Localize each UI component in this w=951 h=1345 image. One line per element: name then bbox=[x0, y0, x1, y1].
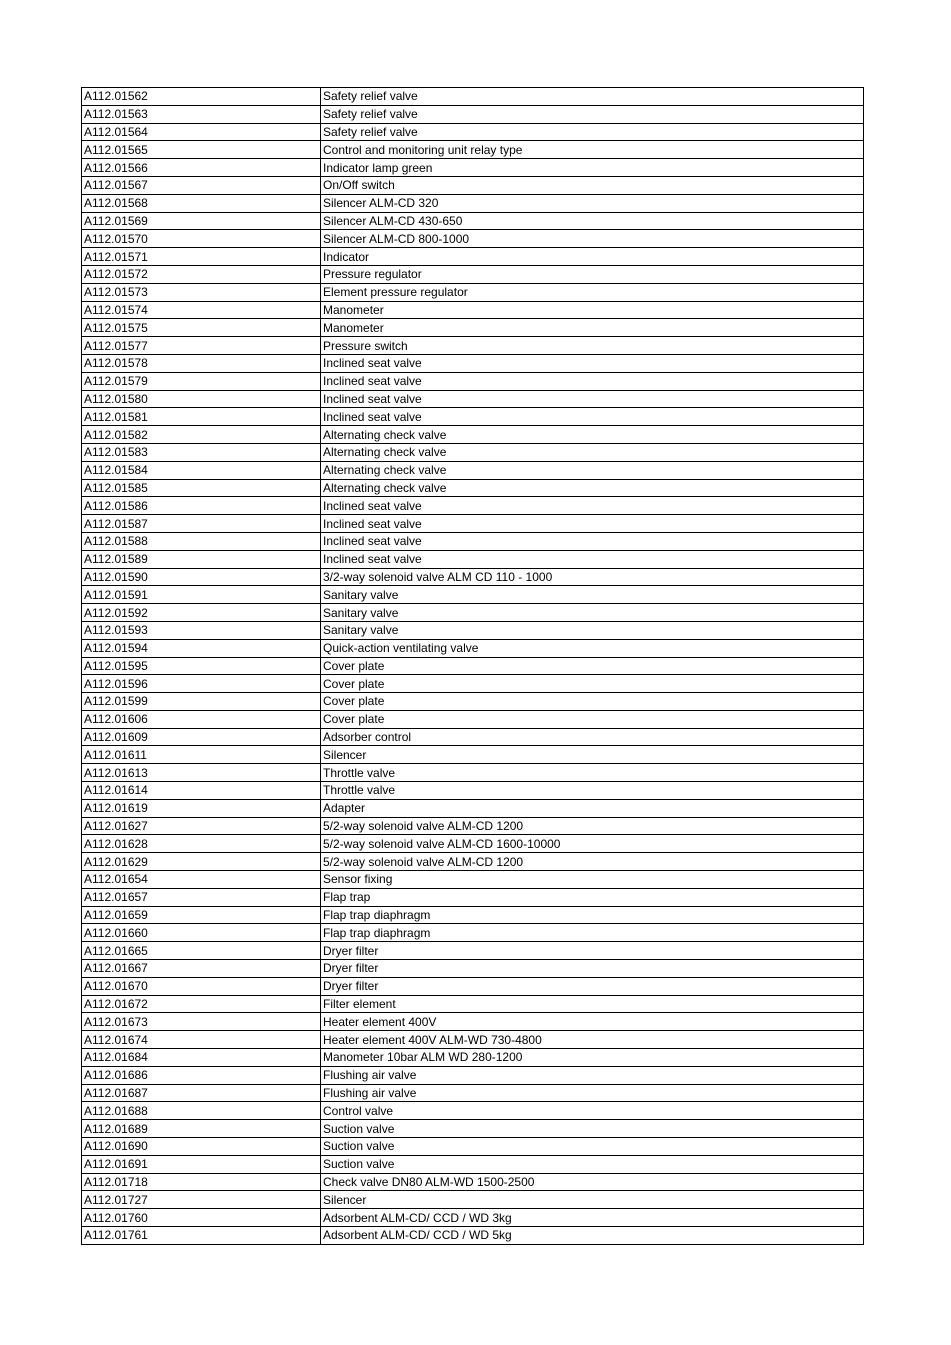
part-code-cell: A112.01570 bbox=[82, 230, 321, 248]
part-code-cell: A112.01599 bbox=[82, 693, 321, 711]
part-code-cell: A112.01690 bbox=[82, 1138, 321, 1156]
part-code-cell: A112.01592 bbox=[82, 604, 321, 622]
parts-table-body bbox=[82, 88, 864, 1245]
table-row bbox=[82, 354, 864, 372]
table-row bbox=[82, 123, 864, 141]
part-code-cell: A112.01670 bbox=[82, 977, 321, 995]
table-row bbox=[82, 675, 864, 693]
table-row bbox=[82, 550, 864, 568]
part-description-cell: Indicator lamp green bbox=[321, 159, 864, 177]
table-row bbox=[82, 1173, 864, 1191]
table-row bbox=[82, 782, 864, 800]
table-row bbox=[82, 408, 864, 426]
table-row bbox=[82, 141, 864, 159]
part-description-cell: Quick-action ventilating valve bbox=[321, 639, 864, 657]
part-code-cell: A112.01563 bbox=[82, 105, 321, 123]
part-description-cell: Inclined seat valve bbox=[321, 497, 864, 515]
part-description-cell: Sensor fixing bbox=[321, 871, 864, 889]
table-row bbox=[82, 105, 864, 123]
part-code-cell: A112.01591 bbox=[82, 586, 321, 604]
table-row bbox=[82, 693, 864, 711]
part-code-cell: A112.01590 bbox=[82, 568, 321, 586]
part-code-cell: A112.01596 bbox=[82, 675, 321, 693]
part-description-cell: Silencer bbox=[321, 746, 864, 764]
table-row bbox=[82, 426, 864, 444]
table-row bbox=[82, 1191, 864, 1209]
part-description-cell: Cover plate bbox=[321, 710, 864, 728]
table-row bbox=[82, 817, 864, 835]
table-row bbox=[82, 657, 864, 675]
part-code-cell: A112.01580 bbox=[82, 390, 321, 408]
table-row bbox=[82, 942, 864, 960]
table-row bbox=[82, 1227, 864, 1245]
table-row bbox=[82, 230, 864, 248]
table-row bbox=[82, 764, 864, 782]
table-row bbox=[82, 1102, 864, 1120]
part-description-cell: Sanitary valve bbox=[321, 604, 864, 622]
table-row bbox=[82, 960, 864, 978]
table-row bbox=[82, 924, 864, 942]
part-code-cell: A112.01584 bbox=[82, 461, 321, 479]
part-description-cell: Inclined seat valve bbox=[321, 354, 864, 372]
part-description-cell: Alternating check valve bbox=[321, 443, 864, 461]
part-description-cell: Manometer bbox=[321, 319, 864, 337]
part-code-cell: A112.01589 bbox=[82, 550, 321, 568]
part-code-cell: A112.01588 bbox=[82, 532, 321, 550]
part-code-cell: A112.01578 bbox=[82, 354, 321, 372]
table-row bbox=[82, 906, 864, 924]
part-code-cell: A112.01657 bbox=[82, 888, 321, 906]
part-description-cell: 5/2-way solenoid valve ALM-CD 1600-10000 bbox=[321, 835, 864, 853]
part-description-cell: Throttle valve bbox=[321, 782, 864, 800]
table-row bbox=[82, 176, 864, 194]
part-code-cell: A112.01581 bbox=[82, 408, 321, 426]
part-code-cell: A112.01627 bbox=[82, 817, 321, 835]
table-row bbox=[82, 853, 864, 871]
part-code-cell: A112.01587 bbox=[82, 515, 321, 533]
part-description-cell: Sanitary valve bbox=[321, 621, 864, 639]
part-code-cell: A112.01565 bbox=[82, 141, 321, 159]
table-row bbox=[82, 639, 864, 657]
part-code-cell: A112.01568 bbox=[82, 194, 321, 212]
part-code-cell: A112.01673 bbox=[82, 1013, 321, 1031]
part-description-cell: Dryer filter bbox=[321, 960, 864, 978]
part-code-cell: A112.01573 bbox=[82, 283, 321, 301]
part-description-cell: Alternating check valve bbox=[321, 426, 864, 444]
part-description-cell: Adapter bbox=[321, 799, 864, 817]
table-row bbox=[82, 337, 864, 355]
parts-table bbox=[81, 87, 864, 1245]
part-description-cell: Inclined seat valve bbox=[321, 390, 864, 408]
part-description-cell: Adsorbent ALM-CD/ CCD / WD 3kg bbox=[321, 1209, 864, 1227]
table-row bbox=[82, 1120, 864, 1138]
part-description-cell: Silencer ALM-CD 320 bbox=[321, 194, 864, 212]
table-row bbox=[82, 159, 864, 177]
part-description-cell: Flap trap diaphragm bbox=[321, 924, 864, 942]
table-row bbox=[82, 532, 864, 550]
table-row bbox=[82, 621, 864, 639]
part-code-cell: A112.01569 bbox=[82, 212, 321, 230]
part-code-cell: A112.01574 bbox=[82, 301, 321, 319]
part-description-cell: Inclined seat valve bbox=[321, 550, 864, 568]
table-row bbox=[82, 1049, 864, 1067]
part-description-cell: Suction valve bbox=[321, 1155, 864, 1173]
part-description-cell: 5/2-way solenoid valve ALM-CD 1200 bbox=[321, 853, 864, 871]
part-code-cell: A112.01688 bbox=[82, 1102, 321, 1120]
part-description-cell: Safety relief valve bbox=[321, 105, 864, 123]
part-code-cell: A112.01614 bbox=[82, 782, 321, 800]
part-description-cell: 5/2-way solenoid valve ALM-CD 1200 bbox=[321, 817, 864, 835]
table-row bbox=[82, 977, 864, 995]
part-description-cell: Control and monitoring unit relay type bbox=[321, 141, 864, 159]
table-row bbox=[82, 479, 864, 497]
part-code-cell: A112.01613 bbox=[82, 764, 321, 782]
part-code-cell: A112.01684 bbox=[82, 1049, 321, 1067]
table-row bbox=[82, 443, 864, 461]
table-row bbox=[82, 265, 864, 283]
part-code-cell: A112.01577 bbox=[82, 337, 321, 355]
part-code-cell: A112.01672 bbox=[82, 995, 321, 1013]
table-row bbox=[82, 995, 864, 1013]
part-code-cell: A112.01691 bbox=[82, 1155, 321, 1173]
part-description-cell: Check valve DN80 ALM-WD 1500-2500 bbox=[321, 1173, 864, 1191]
table-row bbox=[82, 497, 864, 515]
part-description-cell: Heater element 400V ALM-WD 730-4800 bbox=[321, 1031, 864, 1049]
part-code-cell: A112.01567 bbox=[82, 176, 321, 194]
table-row bbox=[82, 746, 864, 764]
table-row bbox=[82, 1155, 864, 1173]
table-row bbox=[82, 710, 864, 728]
table-row bbox=[82, 604, 864, 622]
part-description-cell: Inclined seat valve bbox=[321, 372, 864, 390]
table-row bbox=[82, 871, 864, 889]
part-description-cell: Flushing air valve bbox=[321, 1084, 864, 1102]
part-description-cell: Alternating check valve bbox=[321, 479, 864, 497]
part-description-cell: On/Off switch bbox=[321, 176, 864, 194]
part-code-cell: A112.01611 bbox=[82, 746, 321, 764]
table-row bbox=[82, 1013, 864, 1031]
part-code-cell: A112.01564 bbox=[82, 123, 321, 141]
part-code-cell: A112.01718 bbox=[82, 1173, 321, 1191]
part-description-cell: Suction valve bbox=[321, 1120, 864, 1138]
table-row bbox=[82, 1031, 864, 1049]
part-description-cell: Suction valve bbox=[321, 1138, 864, 1156]
part-description-cell: Indicator bbox=[321, 248, 864, 266]
table-row bbox=[82, 390, 864, 408]
part-code-cell: A112.01654 bbox=[82, 871, 321, 889]
table-row bbox=[82, 461, 864, 479]
part-code-cell: A112.01562 bbox=[82, 88, 321, 106]
part-description-cell: Silencer bbox=[321, 1191, 864, 1209]
part-code-cell: A112.01674 bbox=[82, 1031, 321, 1049]
part-code-cell: A112.01659 bbox=[82, 906, 321, 924]
part-code-cell: A112.01760 bbox=[82, 1209, 321, 1227]
part-code-cell: A112.01593 bbox=[82, 621, 321, 639]
part-code-cell: A112.01586 bbox=[82, 497, 321, 515]
part-description-cell: Dryer filter bbox=[321, 942, 864, 960]
table-row bbox=[82, 799, 864, 817]
part-description-cell: Safety relief valve bbox=[321, 123, 864, 141]
table-row bbox=[82, 301, 864, 319]
part-code-cell: A112.01579 bbox=[82, 372, 321, 390]
part-code-cell: A112.01566 bbox=[82, 159, 321, 177]
part-description-cell: Cover plate bbox=[321, 657, 864, 675]
part-description-cell: Dryer filter bbox=[321, 977, 864, 995]
part-description-cell: Adsorber control bbox=[321, 728, 864, 746]
table-row bbox=[82, 212, 864, 230]
part-description-cell: 3/2-way solenoid valve ALM CD 110 - 1000 bbox=[321, 568, 864, 586]
table-row bbox=[82, 1209, 864, 1227]
part-code-cell: A112.01606 bbox=[82, 710, 321, 728]
part-description-cell: Pressure regulator bbox=[321, 265, 864, 283]
part-description-cell: Throttle valve bbox=[321, 764, 864, 782]
part-description-cell: Inclined seat valve bbox=[321, 515, 864, 533]
part-description-cell: Manometer bbox=[321, 301, 864, 319]
part-description-cell: Silencer ALM-CD 800-1000 bbox=[321, 230, 864, 248]
part-description-cell: Inclined seat valve bbox=[321, 532, 864, 550]
part-code-cell: A112.01585 bbox=[82, 479, 321, 497]
part-code-cell: A112.01689 bbox=[82, 1120, 321, 1138]
part-code-cell: A112.01687 bbox=[82, 1084, 321, 1102]
table-row bbox=[82, 515, 864, 533]
table-row bbox=[82, 586, 864, 604]
table-row bbox=[82, 1138, 864, 1156]
table-row bbox=[82, 1066, 864, 1084]
table-row bbox=[82, 248, 864, 266]
part-description-cell: Cover plate bbox=[321, 675, 864, 693]
part-description-cell: Control valve bbox=[321, 1102, 864, 1120]
part-code-cell: A112.01575 bbox=[82, 319, 321, 337]
part-description-cell: Alternating check valve bbox=[321, 461, 864, 479]
part-code-cell: A112.01609 bbox=[82, 728, 321, 746]
part-code-cell: A112.01629 bbox=[82, 853, 321, 871]
part-code-cell: A112.01594 bbox=[82, 639, 321, 657]
part-description-cell: Cover plate bbox=[321, 693, 864, 711]
part-code-cell: A112.01595 bbox=[82, 657, 321, 675]
part-code-cell: A112.01583 bbox=[82, 443, 321, 461]
part-code-cell: A112.01667 bbox=[82, 960, 321, 978]
part-description-cell: Adsorbent ALM-CD/ CCD / WD 5kg bbox=[321, 1227, 864, 1245]
part-code-cell: A112.01619 bbox=[82, 799, 321, 817]
table-row bbox=[82, 372, 864, 390]
part-description-cell: Pressure switch bbox=[321, 337, 864, 355]
table-row bbox=[82, 319, 864, 337]
part-description-cell: Flap trap diaphragm bbox=[321, 906, 864, 924]
part-code-cell: A112.01665 bbox=[82, 942, 321, 960]
table-row bbox=[82, 1084, 864, 1102]
part-description-cell: Inclined seat valve bbox=[321, 408, 864, 426]
table-row bbox=[82, 728, 864, 746]
part-code-cell: A112.01660 bbox=[82, 924, 321, 942]
part-description-cell: Flushing air valve bbox=[321, 1066, 864, 1084]
part-description-cell: Element pressure regulator bbox=[321, 283, 864, 301]
part-code-cell: A112.01761 bbox=[82, 1227, 321, 1245]
part-code-cell: A112.01727 bbox=[82, 1191, 321, 1209]
part-code-cell: A112.01571 bbox=[82, 248, 321, 266]
part-code-cell: A112.01582 bbox=[82, 426, 321, 444]
part-description-cell: Manometer 10bar ALM WD 280-1200 bbox=[321, 1049, 864, 1067]
table-row bbox=[82, 283, 864, 301]
part-description-cell: Silencer ALM-CD 430-650 bbox=[321, 212, 864, 230]
part-description-cell: Flap trap bbox=[321, 888, 864, 906]
part-code-cell: A112.01572 bbox=[82, 265, 321, 283]
part-code-cell: A112.01686 bbox=[82, 1066, 321, 1084]
table-row bbox=[82, 888, 864, 906]
part-description-cell: Safety relief valve bbox=[321, 88, 864, 106]
part-description-cell: Filter element bbox=[321, 995, 864, 1013]
table-row bbox=[82, 88, 864, 106]
table-row bbox=[82, 835, 864, 853]
part-code-cell: A112.01628 bbox=[82, 835, 321, 853]
table-row bbox=[82, 194, 864, 212]
part-description-cell: Heater element 400V bbox=[321, 1013, 864, 1031]
table-row bbox=[82, 568, 864, 586]
part-description-cell: Sanitary valve bbox=[321, 586, 864, 604]
